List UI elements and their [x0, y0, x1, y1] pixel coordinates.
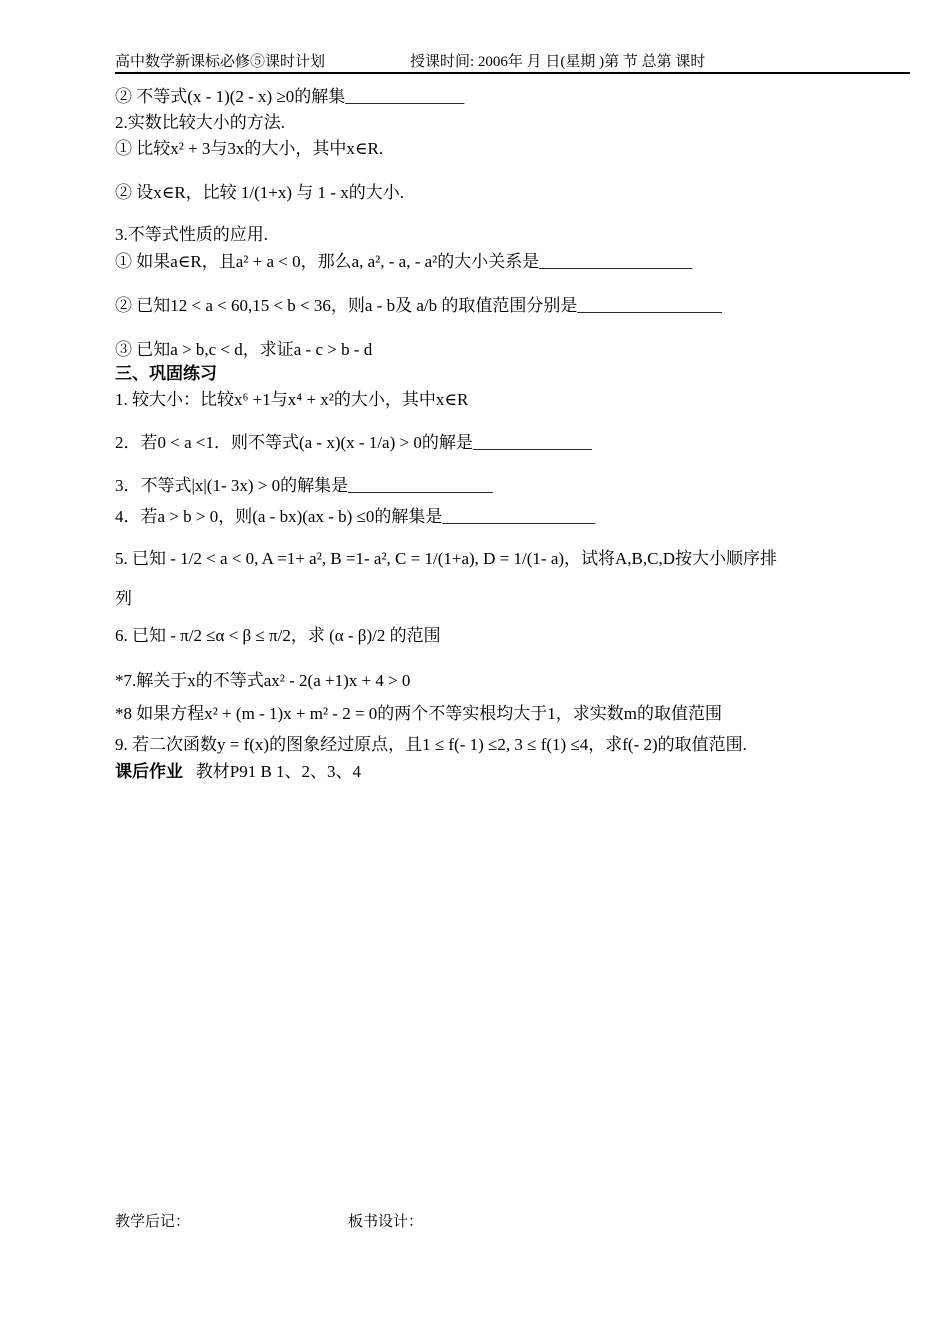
- practice-8: *8 如果方程x² + (m - 1)x + m² - 2 = 0的两个不等实根均大于1，求实数m的取值范围: [115, 704, 723, 723]
- section2-item2: ② 不等式(x - 1)(2 - x) ≥0的解集______________: [115, 87, 465, 106]
- practice-5-continued: 列: [115, 589, 132, 608]
- header-schedule: 授课时间: 2006年 月 日(星期 )第 节 总第 课时: [410, 54, 706, 70]
- homework-line: [115, 762, 361, 782]
- properties-item3: ③ 已知a > b,c < d，求证a - c > b - d: [115, 340, 373, 359]
- properties-item2: ② 已知12 < a < 60,15 < b < 36，则a - b及 a/b 的取值范围分别是_________________: [115, 296, 722, 315]
- homework-text: 教材P91 B 1、2、3、4: [195, 762, 362, 781]
- page-header: [115, 50, 910, 74]
- properties-item1: ① 如果a∈R，且a² + a < 0，那么a, a², - a, - a²的大小关系是__________________: [115, 252, 693, 271]
- heading-compare-methods: 2.实数比较大小的方法.: [115, 113, 285, 132]
- header-course-title: 高中数学新课标必修⑤课时计划: [115, 54, 326, 70]
- compare-item1: ① 比较x² + 3与3x的大小，其中x∈R.: [115, 139, 384, 158]
- footer-board-design: 板书设计：: [348, 1214, 424, 1230]
- heading-properties-application: 3.不等式性质的应用.: [115, 225, 268, 244]
- practice-5: 5. 已知 - 1/2 < a < 0, A =1+ a², B =1- a², C = 1/(1+a), D = 1/(1- a)，试将A,B,C,D按大小顺序排: [115, 549, 778, 568]
- practice-7: *7.解关于x的不等式ax² - 2(a +1)x + 4 > 0: [115, 671, 411, 690]
- heading-practice: 三、巩固练习: [115, 364, 217, 383]
- practice-3: 3．不等式|x|(1- 3x) > 0的解集是_________________: [115, 476, 493, 495]
- practice-6: 6. 已知 - π/2 ≤α < β ≤ π/2，求 (α - β)/2 的范围: [115, 626, 441, 645]
- compare-item2: ② 设x∈R，比较 1/(1+x) 与 1 - x的大小.: [115, 183, 404, 202]
- homework-label: 课后作业: [115, 762, 183, 781]
- practice-4: 4．若a > b > 0，则(a - bx)(ax - b) ≤0的解集是__________________: [115, 507, 596, 526]
- practice-2: 2．若0 < a <1．则不等式(a - x)(x - 1/a) > 0的解是______________: [115, 433, 592, 452]
- footer-teaching-notes: 教学后记：: [115, 1214, 191, 1230]
- practice-9: 9. 若二次函数y = f(x)的图象经过原点，且1 ≤ f(- 1) ≤2, 3 ≤ f(1) ≤4，求f(- 2)的取值范围.: [115, 735, 747, 754]
- practice-1: 1. 较大小：比较x⁶ +1与x⁴ + x²的大小，其中x∈R: [115, 390, 469, 409]
